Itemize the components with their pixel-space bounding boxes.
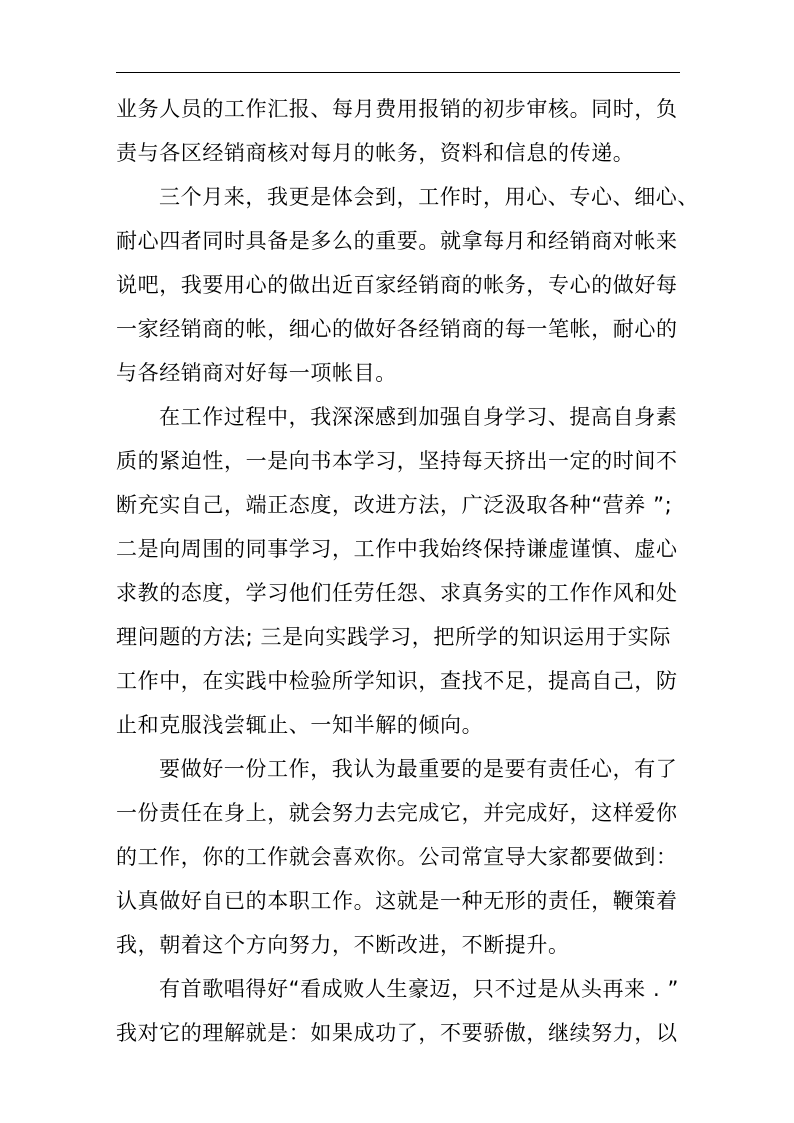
text-line: 我对它的理解就是：如果成功了，不要骄傲，继续努力，以 <box>116 1021 678 1045</box>
text-line: 说吧，我要用心的做出近百家经销商的帐务，专心的做好每 <box>116 273 678 297</box>
paragraph-first-line: 在工作过程中，我深深感到加强自身学习、提高自身素 <box>159 405 678 429</box>
text-line: 耐心四者同时具备是多么的重要。就拿每月和经销商对帐来 <box>116 229 678 253</box>
paragraph-first-line: 有首歌唱得好“看成败人生豪迈，只不过是从头再来 . ” <box>159 977 679 1001</box>
text-line: 的工作，你的工作就会喜欢你。公司常宣导大家都要做到： <box>116 845 678 869</box>
text-line: 责与各区经销商核对每月的帐务，资料和信息的传递。 <box>116 141 635 165</box>
text-line: 一家经销商的帐，细心的做好各经销商的每一笔帐，耐心的 <box>116 317 678 341</box>
text-line: 求教的态度，学习他们任劳任怨、求真务实的工作作风和处 <box>116 581 678 605</box>
text-line: 认真做好自已的本职工作。这就是一种无形的责任，鞭策着 <box>116 889 678 913</box>
paragraph-first-line: 要做好一份工作，我认为最重要的是要有责任心，有了 <box>159 757 678 781</box>
text-line: 工作中，在实践中检验所学知识，查找不足，提高自己，防 <box>116 669 678 693</box>
header-rule <box>116 72 680 73</box>
text-line: 我，朝着这个方向努力，不断改进，不断提升。 <box>116 933 570 957</box>
text-line: 与各经销商对好每一项帐目。 <box>116 361 397 385</box>
paragraph-first-line: 三个月来，我更是体会到，工作时，用心、专心、细心、 <box>159 185 699 209</box>
text-line: 二是向周围的同事学习，工作中我始终保持谦虚谨慎、虚心 <box>116 537 678 561</box>
text-line: 止和克服浅尝辄止、一知半解的倾向。 <box>116 713 484 737</box>
text-line: 断充实自己，端正态度，改进方法，广泛汲取各种“营养 ”; <box>116 493 673 517</box>
text-line: 质的紧迫性，一是向书本学习，坚持每天挤出一定的时间不 <box>116 449 678 473</box>
text-line: 业务人员的工作汇报、每月费用报销的初步审核。同时，负 <box>116 97 678 121</box>
text-line: 一份责任在身上，就会努力去完成它，并完成好，这样爱你 <box>116 801 678 825</box>
text-line: 理问题的方法; 三是向实践学习，把所学的知识运用于实际 <box>116 625 671 649</box>
